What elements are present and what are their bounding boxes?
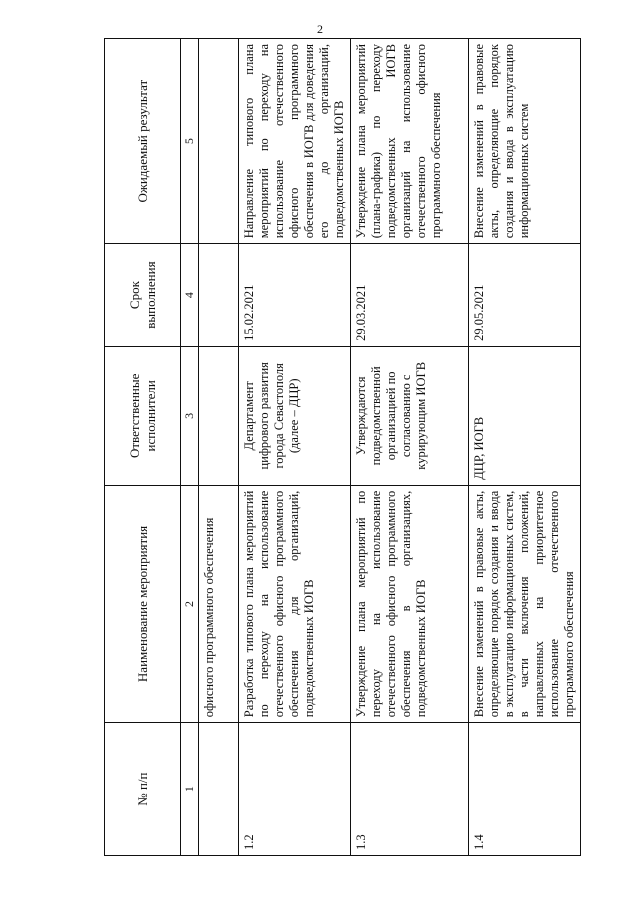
row-executors: ДЦР, ИОГВ [469, 346, 581, 485]
action-plan-table [104, 38, 581, 856]
column-number: 3 [181, 346, 199, 485]
column-number: 2 [181, 485, 199, 722]
table-row [239, 39, 351, 856]
column-number: 4 [181, 244, 199, 347]
header-deadline: Срок выполнения [105, 244, 181, 347]
column-number: 5 [181, 39, 199, 244]
table-row [199, 39, 239, 856]
table-row [351, 39, 469, 856]
row-result: Внесение изменений в правовые акты, определяющие порядок создания и ввода в эксплуатацию информационных систем [469, 39, 581, 244]
column-number-row [181, 39, 199, 856]
row-deadline: 15.02.2021 [239, 244, 351, 347]
row-name: Утверждение плана мероприятий по переходу на использование отечественного офисного программного обеспечения в организациях, подведомственных ИОГВ [351, 485, 469, 722]
row-deadline: 29.05.2021 [469, 244, 581, 347]
row-num [199, 723, 239, 856]
row-deadline [199, 244, 239, 347]
column-number: 1 [181, 723, 199, 856]
row-name: офисного программного обеспечения [199, 485, 239, 722]
row-num: 1.4 [469, 723, 581, 856]
row-executors: Департамент цифрового развития города Севастополя (далее – ДЦР) [239, 346, 351, 485]
header-row [105, 39, 181, 856]
row-name: Внесение изменений в правовые акты, определяющие порядок создания и ввода в эксплуатацию информационных систем, в части включения положений, направленных на приоритетное использование отечественного программного обеспечения [469, 485, 581, 722]
rotated-table-container [104, 38, 576, 856]
row-result: Направление типового плана мероприятий по переходу на использование отечественного офисного программного обеспечения в ИОГВ для доведения его до организаций, подведомственных ИОГВ [239, 39, 351, 244]
row-deadline: 29.03.2021 [351, 244, 469, 347]
row-num: 1.2 [239, 723, 351, 856]
table-row [469, 39, 581, 856]
row-num: 1.3 [351, 723, 469, 856]
page-number: 2 [317, 22, 323, 36]
row-executors [199, 346, 239, 485]
header-executors: Ответственные исполнители [105, 346, 181, 485]
row-name: Разработка типового плана мероприятий по переходу на использование отечественного офисного программного обеспечения для организаций, подведомственных ИОГВ [239, 485, 351, 722]
header-num: № п/п [105, 723, 181, 856]
header-name: Наименование мероприятия [105, 485, 181, 722]
row-executors: Утверждаются подведомственной организацией по согласованию с курирующим ИОГВ [351, 346, 469, 485]
row-result: Утверждение плана мероприятий (плана-графика) по переходу подведомственных ИОГВ организаций на использование отечественного офисного программного обеспечения [351, 39, 469, 244]
header-result: Ожидаемый результат [105, 39, 181, 244]
row-result [199, 39, 239, 244]
